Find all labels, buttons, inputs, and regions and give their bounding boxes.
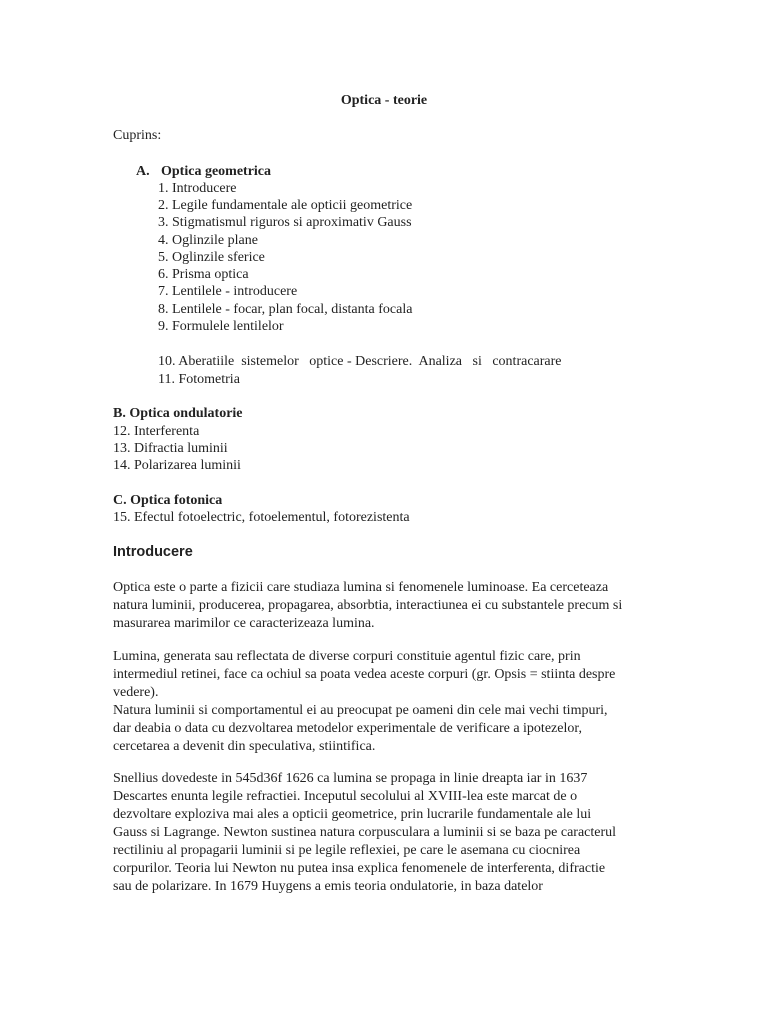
toc-item: 15. Efectul fotoelectric, fotoelementul, fotorezistenta [113,510,410,525]
section-b-heading: B. Optica ondulatorie [113,406,243,421]
toc-item: 2. Legile fundamentale ale opticii geometrice [158,198,413,213]
paragraph-line: Snellius dovedeste in 545d36f 1626 ca lumina se propaga in linie dreapta iar in 1637 [113,771,588,786]
toc-item: 6. Prisma optica [158,267,249,282]
toc-item: 5. Oglinzile sferice [158,250,265,265]
toc-label: Cuprins: [113,128,162,143]
paragraph-line: dar deabia o data cu dezvoltarea metodelor experimentale de verificare a ipotezelor, [113,721,582,736]
toc-item: 4. Oglinzile plane [158,233,258,248]
toc-item: 1. Introducere [158,181,237,196]
toc-item: 8. Lentilele - focar, plan focal, distanta focala [158,302,413,317]
document-title: Optica - teorie [340,93,428,108]
paragraph-line: Natura luminii si comportamentul ei au preocupat pe oameni din cele mai vechi timpuri, [113,703,608,718]
paragraph-line: dezvoltare exploziva mai ales a opticii geometrice, prin lucrarile fundamentale ale lui [113,807,592,822]
paragraph-line: Gauss si Lagrange. Newton sustinea natura corpusculara a luminii si se baza pe caracterul [113,825,617,840]
toc-item: 13. Difractia luminii [113,441,228,456]
paragraph-line: rectiliniu al propagarii luminii si pe legile reflexiei, pe care le asemana cu ciocnirea [113,843,581,858]
toc-item: 11. Fotometria [158,372,240,387]
paragraph-line: masurarea marimilor ce caracterizeaza lumina. [113,616,375,631]
paragraph-line: intermediul retinei, face ca ochiul sa poata vedea aceste corpuri (gr. Opsis = stiinta despre [113,667,616,682]
intro-heading: Introducere [113,544,193,560]
paragraph-line: vedere). [113,685,159,700]
section-c-heading: C. Optica fotonica [113,493,223,508]
toc-item: 7. Lentilele - introducere [158,284,298,299]
toc-item: 14. Polarizarea luminii [113,458,241,473]
paragraph-1 [113,579,658,633]
paragraph-2 [113,648,658,756]
section-a-letter: A. [136,164,150,179]
toc-item: 9. Formulele lentilelor [158,319,284,334]
paragraph-line: sau de polarizare. In 1679 Huygens a emis teoria ondulatorie, in baza datelor [113,879,543,894]
paragraph-line: Descartes enunta legile refractiei. Inceputul secolului al XVIII-lea este marcat de o [113,789,578,804]
toc-item: 12. Interferenta [113,424,200,439]
paragraph-line: Lumina, generata sau reflectata de diverse corpuri constituie agentul fizic care, prin [113,649,581,664]
paragraph-3 [113,770,658,896]
toc-item: 10. Aberatiile sistemelor optice - Descriere. Analiza si contracarare [158,354,562,369]
paragraph-line: Optica este o parte a fizicii care studiaza lumina si fenomenele luminoase. Ea cerceteaza [113,580,609,595]
paragraph-line: cercetarea a devenit din speculativa, stiintifica. [113,739,376,754]
section-a-heading: Optica geometrica [161,164,272,179]
paragraph-line: natura luminii, producerea, propagarea, absorbtia, interactiunea ei cu substantele precum si [113,598,623,613]
toc-item: 3. Stigmatismul riguros si aproximativ Gauss [158,215,412,230]
paragraph-line: corpurilor. Teoria lui Newton nu putea insa explica fenomenele de interferenta, difractie [113,861,606,876]
